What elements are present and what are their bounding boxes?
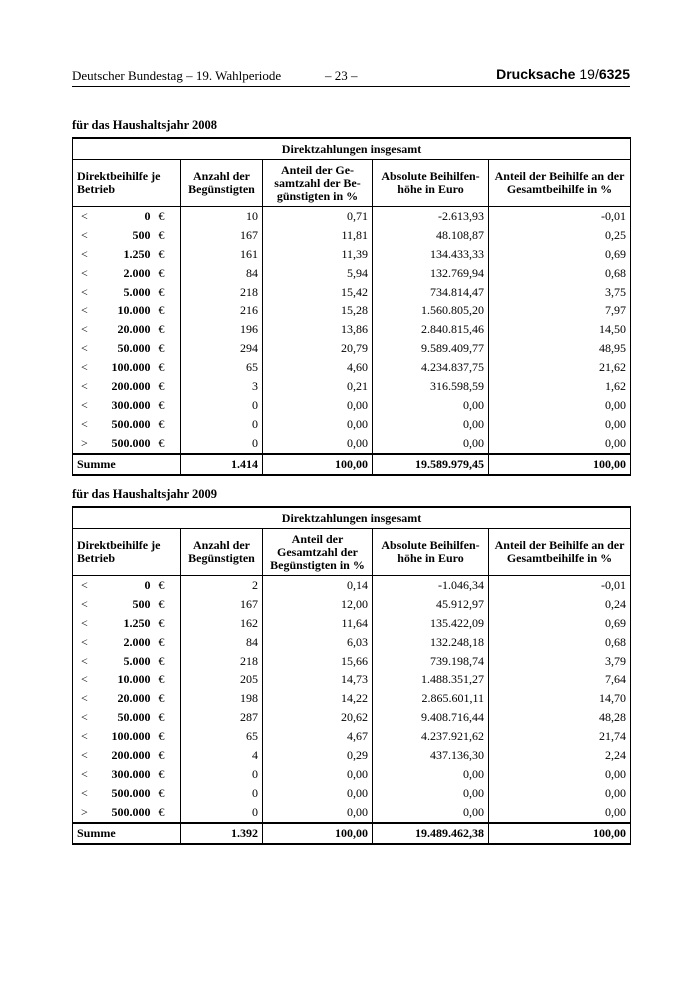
aid-share: -0,01 (489, 576, 631, 595)
aid-share: 7,64 (489, 670, 631, 689)
beneficiary-count: 287 (181, 708, 263, 727)
aid-share: 14,70 (489, 689, 631, 708)
currency-symbol: € (157, 434, 181, 454)
threshold-value: 500.000 (111, 785, 151, 800)
absolute-amount: 437.136,30 (373, 746, 489, 765)
threshold-operator: < (73, 652, 105, 671)
threshold-operator: < (73, 358, 105, 377)
currency-symbol: € (157, 784, 181, 803)
doc-label: Drucksache (496, 66, 576, 82)
beneficiary-count: 294 (181, 339, 263, 358)
table-row (73, 339, 631, 358)
threshold-operator: < (73, 765, 105, 784)
beneficiary-share: 12,00 (263, 595, 373, 614)
aid-share: 21,74 (489, 727, 631, 746)
threshold-operator: < (73, 689, 105, 708)
table-row (73, 320, 631, 339)
group-header-row (73, 138, 631, 160)
beneficiary-count: 216 (181, 301, 263, 320)
threshold-value: 50.000 (117, 710, 151, 725)
beneficiary-share: 20,79 (263, 339, 373, 358)
threshold-operator: < (73, 264, 105, 283)
beneficiary-share: 0,00 (263, 803, 373, 823)
beneficiary-count: 65 (181, 727, 263, 746)
aid-share: 0,25 (489, 226, 631, 245)
beneficiary-share: 0,00 (263, 784, 373, 803)
aid-share: 3,79 (489, 652, 631, 671)
table-row (73, 670, 631, 689)
sum-aid-share: 100,00 (489, 823, 631, 844)
column-header: Anzahl der Begünstigten (181, 160, 263, 207)
beneficiary-share: 15,28 (263, 301, 373, 320)
sum-share: 100,00 (263, 823, 373, 844)
threshold-operator: < (73, 207, 105, 226)
column-header: Anteil der Gesamtzahl der Begünstigten in % (263, 529, 373, 576)
table-row (73, 207, 631, 226)
threshold-value: 500 (132, 227, 151, 242)
table-row (73, 803, 631, 823)
beneficiary-count: 4 (181, 746, 263, 765)
section-title-2008: für das Haushaltsjahr 2008 (72, 118, 218, 132)
column-header-row (73, 160, 631, 207)
group-header: Direktzahlungen insgesamt (73, 507, 631, 529)
table-2009 (72, 506, 631, 845)
section-title-2009: für das Haushaltsjahr 2009 (72, 487, 218, 501)
page-number: – 23 – (325, 68, 358, 83)
threshold-value: 20.000 (117, 322, 151, 337)
aid-share: 0,00 (489, 784, 631, 803)
threshold-operator: < (73, 226, 105, 245)
currency-symbol: € (157, 264, 181, 283)
table-row (73, 377, 631, 396)
table-row (73, 689, 631, 708)
beneficiary-count: 205 (181, 670, 263, 689)
beneficiary-count: 84 (181, 264, 263, 283)
sum-count: 1.414 (181, 454, 263, 475)
aid-share: 0,00 (489, 415, 631, 434)
table-row (73, 301, 631, 320)
threshold-operator: < (73, 708, 105, 727)
absolute-amount: 734.814,47 (373, 283, 489, 302)
beneficiary-share: 0,00 (263, 434, 373, 454)
currency-symbol: € (157, 283, 181, 302)
threshold-operator: < (73, 301, 105, 320)
aid-share: 0,00 (489, 765, 631, 784)
table-row (73, 765, 631, 784)
aid-share: 7,97 (489, 301, 631, 320)
currency-symbol: € (157, 652, 181, 671)
currency-symbol: € (157, 595, 181, 614)
threshold-operator: < (73, 670, 105, 689)
beneficiary-count: 162 (181, 614, 263, 633)
absolute-amount: 1.560.805,20 (373, 301, 489, 320)
absolute-amount: 4.237.921,62 (373, 727, 489, 746)
table-row (73, 245, 631, 264)
aid-share: 0,68 (489, 264, 631, 283)
currency-symbol: € (157, 226, 181, 245)
absolute-amount: 135.422,09 (373, 614, 489, 633)
currency-symbol: € (157, 670, 181, 689)
threshold-value: 200.000 (111, 378, 151, 393)
aid-share: 48,28 (489, 708, 631, 727)
threshold-operator: < (73, 614, 105, 633)
aid-share: 2,24 (489, 746, 631, 765)
threshold-operator: < (73, 633, 105, 652)
page-header (72, 66, 630, 87)
beneficiary-share: 5,94 (263, 264, 373, 283)
absolute-amount: 0,00 (373, 784, 489, 803)
beneficiary-share: 14,73 (263, 670, 373, 689)
beneficiary-share: 0,21 (263, 377, 373, 396)
column-header: Absolute Beihilfen-höhe in Euro (373, 160, 489, 207)
currency-symbol: € (157, 207, 181, 226)
beneficiary-share: 4,60 (263, 358, 373, 377)
table-row (73, 633, 631, 652)
column-header: Direktbeihilfe je Betrieb (73, 529, 181, 576)
threshold-operator: > (73, 434, 105, 454)
sum-row (73, 823, 631, 844)
beneficiary-share: 13,86 (263, 320, 373, 339)
aid-share: 3,75 (489, 283, 631, 302)
absolute-amount: 9.589.409,77 (373, 339, 489, 358)
absolute-amount: 0,00 (373, 415, 489, 434)
beneficiary-count: 0 (181, 765, 263, 784)
absolute-amount: 316.598,59 (373, 377, 489, 396)
table-row (73, 358, 631, 377)
column-header: Anteil der Ge-samtzahl der Be-günstigten in % (263, 160, 373, 207)
aid-share: 14,50 (489, 320, 631, 339)
beneficiary-count: 3 (181, 377, 263, 396)
currency-symbol: € (157, 377, 181, 396)
doc-number: 6325 (598, 66, 630, 82)
threshold-operator: < (73, 283, 105, 302)
table-row (73, 614, 631, 633)
aid-share: -0,01 (489, 207, 631, 226)
absolute-amount: 739.198,74 (373, 652, 489, 671)
threshold-operator: < (73, 396, 105, 415)
beneficiary-share: 11,64 (263, 614, 373, 633)
aid-share: 0,69 (489, 614, 631, 633)
absolute-amount: 0,00 (373, 434, 489, 454)
group-header-row (73, 507, 631, 529)
currency-symbol: € (157, 708, 181, 727)
table-row (73, 415, 631, 434)
absolute-amount: 0,00 (373, 803, 489, 823)
threshold-operator: < (73, 746, 105, 765)
threshold-value: 20.000 (117, 691, 151, 706)
beneficiary-share: 0,00 (263, 765, 373, 784)
column-header: Direktbeihilfe je Betrieb (73, 160, 181, 207)
currency-symbol: € (157, 396, 181, 415)
threshold-value: 5.000 (123, 284, 151, 299)
threshold-value: 100.000 (111, 360, 151, 375)
beneficiary-share: 15,42 (263, 283, 373, 302)
absolute-amount: 48.108,87 (373, 226, 489, 245)
beneficiary-share: 0,71 (263, 207, 373, 226)
threshold-value: 300.000 (111, 397, 151, 412)
beneficiary-share: 0,00 (263, 415, 373, 434)
threshold-value: 0 (144, 577, 151, 592)
threshold-value: 10.000 (117, 672, 151, 687)
currency-symbol: € (157, 746, 181, 765)
threshold-value: 500.000 (111, 804, 151, 819)
table-row (73, 727, 631, 746)
table-row (73, 746, 631, 765)
beneficiary-share: 11,81 (263, 226, 373, 245)
sum-label: Summe (73, 823, 181, 844)
currency-symbol: € (157, 415, 181, 434)
threshold-operator: < (73, 320, 105, 339)
absolute-amount: -2.613,93 (373, 207, 489, 226)
beneficiary-count: 0 (181, 803, 263, 823)
beneficiary-count: 167 (181, 226, 263, 245)
threshold-value: 50.000 (117, 341, 151, 356)
currency-symbol: € (157, 301, 181, 320)
beneficiary-count: 0 (181, 784, 263, 803)
beneficiary-count: 0 (181, 434, 263, 454)
threshold-value: 0 (144, 208, 151, 223)
table-row (73, 708, 631, 727)
table-row (73, 652, 631, 671)
sum-row (73, 454, 631, 475)
absolute-amount: 2.865.601,11 (373, 689, 489, 708)
group-header: Direktzahlungen insgesamt (73, 138, 631, 160)
beneficiary-count: 218 (181, 283, 263, 302)
threshold-value: 2.000 (123, 265, 151, 280)
absolute-amount: 1.488.351,27 (373, 670, 489, 689)
aid-share: 0,68 (489, 633, 631, 652)
currency-symbol: € (157, 803, 181, 823)
threshold-value: 1.250 (123, 246, 151, 261)
sum-aid-share: 100,00 (489, 454, 631, 475)
column-header-row (73, 529, 631, 576)
sum-share: 100,00 (263, 454, 373, 475)
beneficiary-count: 84 (181, 633, 263, 652)
header-parliament: Deutscher Bundestag – 19. Wahlperiode (72, 68, 282, 83)
threshold-operator: < (73, 576, 105, 595)
beneficiary-share: 0,29 (263, 746, 373, 765)
aid-share: 0,00 (489, 803, 631, 823)
threshold-operator: > (73, 803, 105, 823)
table-row (73, 264, 631, 283)
threshold-value: 2.000 (123, 634, 151, 649)
absolute-amount: 132.248,18 (373, 633, 489, 652)
currency-symbol: € (157, 576, 181, 595)
threshold-value: 1.250 (123, 615, 151, 630)
currency-symbol: € (157, 339, 181, 358)
currency-symbol: € (157, 765, 181, 784)
aid-share: 0,00 (489, 434, 631, 454)
table-row (73, 226, 631, 245)
threshold-value: 10.000 (117, 303, 151, 318)
absolute-amount: 0,00 (373, 396, 489, 415)
column-header: Anzahl der Begünstigten (181, 529, 263, 576)
aid-share: 1,62 (489, 377, 631, 396)
threshold-operator: < (73, 415, 105, 434)
beneficiary-count: 10 (181, 207, 263, 226)
sum-amount: 19.589.979,45 (373, 454, 489, 475)
currency-symbol: € (157, 633, 181, 652)
document-number (496, 66, 630, 82)
beneficiary-count: 196 (181, 320, 263, 339)
column-header: Anteil der Beihilfe an der Gesamtbeihilfe in % (489, 160, 631, 207)
threshold-value: 200.000 (111, 747, 151, 762)
threshold-value: 300.000 (111, 766, 151, 781)
aid-share: 0,69 (489, 245, 631, 264)
doc-number-prefix: 19/ (579, 66, 599, 82)
currency-symbol: € (157, 245, 181, 264)
absolute-amount: 0,00 (373, 765, 489, 784)
aid-share: 48,95 (489, 339, 631, 358)
beneficiary-share: 0,14 (263, 576, 373, 595)
threshold-operator: < (73, 784, 105, 803)
beneficiary-count: 65 (181, 358, 263, 377)
beneficiary-share: 0,00 (263, 396, 373, 415)
currency-symbol: € (157, 358, 181, 377)
beneficiary-count: 218 (181, 652, 263, 671)
currency-symbol: € (157, 689, 181, 708)
threshold-value: 500.000 (111, 416, 151, 431)
sum-count: 1.392 (181, 823, 263, 844)
absolute-amount: 132.769,94 (373, 264, 489, 283)
sum-label: Summe (73, 454, 181, 475)
threshold-operator: < (73, 339, 105, 358)
beneficiary-share: 11,39 (263, 245, 373, 264)
threshold-operator: < (73, 245, 105, 264)
beneficiary-count: 161 (181, 245, 263, 264)
beneficiary-count: 167 (181, 595, 263, 614)
table-row (73, 595, 631, 614)
table-2008 (72, 137, 631, 476)
beneficiary-share: 4,67 (263, 727, 373, 746)
column-header: Anteil der Beihilfe an der Gesamtbeihilfe in % (489, 529, 631, 576)
aid-share: 0,00 (489, 396, 631, 415)
currency-symbol: € (157, 320, 181, 339)
beneficiary-share: 20,62 (263, 708, 373, 727)
absolute-amount: 2.840.815,46 (373, 320, 489, 339)
absolute-amount: 45.912,97 (373, 595, 489, 614)
beneficiary-share: 14,22 (263, 689, 373, 708)
aid-share: 0,24 (489, 595, 631, 614)
beneficiary-count: 198 (181, 689, 263, 708)
threshold-value: 500.000 (111, 435, 151, 450)
absolute-amount: -1.046,34 (373, 576, 489, 595)
absolute-amount: 134.433,33 (373, 245, 489, 264)
table-row (73, 784, 631, 803)
absolute-amount: 4.234.837,75 (373, 358, 489, 377)
threshold-operator: < (73, 727, 105, 746)
threshold-value: 100.000 (111, 729, 151, 744)
table-row (73, 434, 631, 454)
beneficiary-count: 0 (181, 396, 263, 415)
currency-symbol: € (157, 727, 181, 746)
absolute-amount: 9.408.716,44 (373, 708, 489, 727)
threshold-operator: < (73, 377, 105, 396)
table-row (73, 396, 631, 415)
aid-share: 21,62 (489, 358, 631, 377)
currency-symbol: € (157, 614, 181, 633)
table-row (73, 576, 631, 595)
table-row (73, 283, 631, 302)
beneficiary-count: 0 (181, 415, 263, 434)
beneficiary-count: 2 (181, 576, 263, 595)
threshold-value: 500 (132, 596, 151, 611)
sum-amount: 19.489.462,38 (373, 823, 489, 844)
beneficiary-share: 6,03 (263, 633, 373, 652)
column-header: Absolute Beihilfen-höhe in Euro (373, 529, 489, 576)
beneficiary-share: 15,66 (263, 652, 373, 671)
threshold-value: 5.000 (123, 653, 151, 668)
threshold-operator: < (73, 595, 105, 614)
